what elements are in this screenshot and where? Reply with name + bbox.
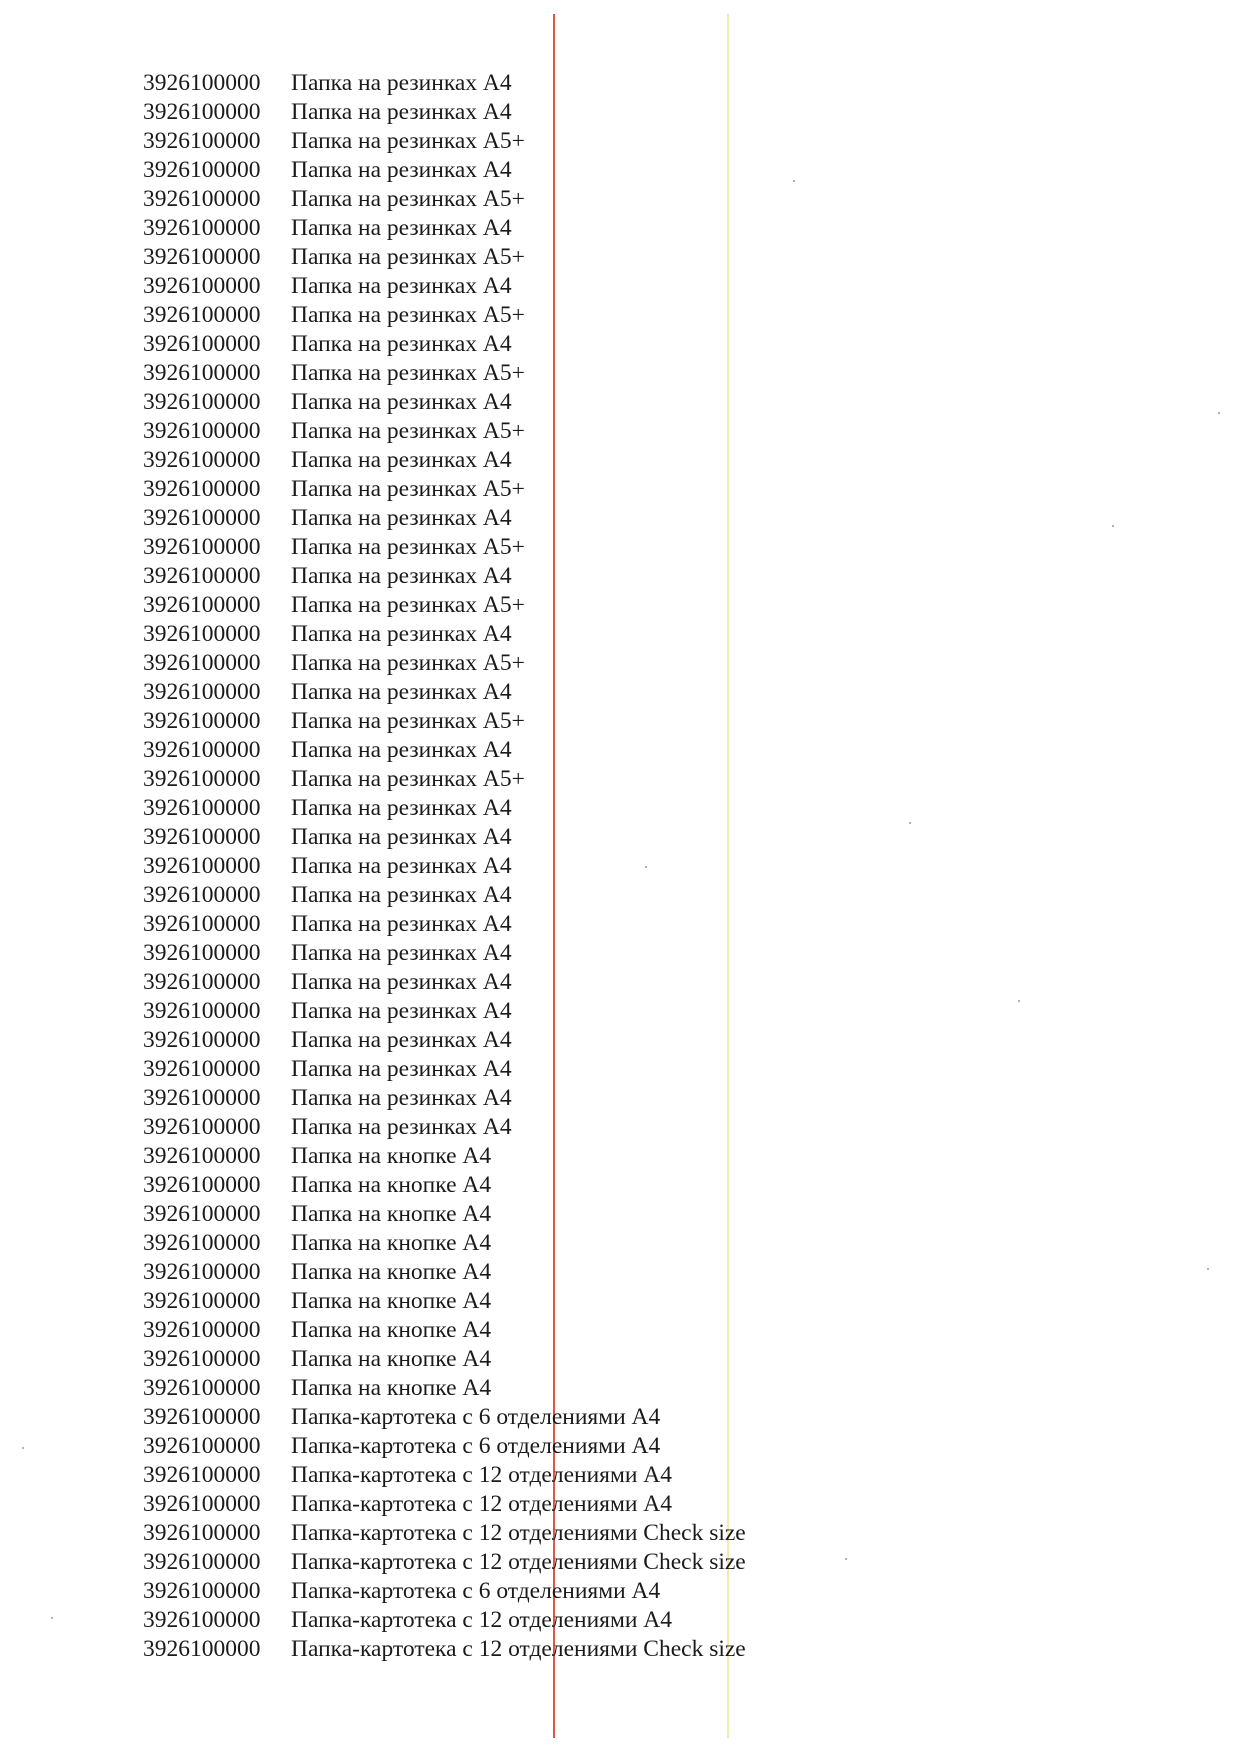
item-code: 3926100000	[143, 1288, 261, 1314]
item-description: Папка на резинках А4	[291, 273, 512, 299]
list-item	[143, 504, 746, 533]
item-description: Папка на кнопке А4	[291, 1375, 492, 1401]
list-item	[143, 1606, 746, 1635]
item-description: Папка-картотека с 6 отделениями А4	[291, 1578, 661, 1604]
item-description: Папка на резинках А4	[291, 389, 512, 415]
item-code: 3926100000	[143, 795, 261, 821]
item-code: 3926100000	[143, 1375, 261, 1401]
item-code: 3926100000	[143, 650, 261, 676]
item-code: 3926100000	[143, 969, 261, 995]
list-item	[143, 1142, 746, 1171]
list-item	[143, 1548, 746, 1577]
list-item	[143, 852, 746, 881]
item-description: Папка на резинках А4	[291, 447, 512, 473]
item-code: 3926100000	[143, 1636, 261, 1662]
item-description: Папка на кнопке А4	[291, 1288, 492, 1314]
item-code: 3926100000	[143, 476, 261, 502]
list-item	[143, 649, 746, 678]
list-item	[143, 1055, 746, 1084]
item-description: Папка на резинках А5+	[291, 708, 525, 734]
item-description: Папка на резинках А4	[291, 157, 512, 183]
item-description: Папка на кнопке А4	[291, 1230, 492, 1256]
item-code: 3926100000	[143, 99, 261, 125]
item-code: 3926100000	[143, 621, 261, 647]
item-code: 3926100000	[143, 1114, 261, 1140]
item-code: 3926100000	[143, 1607, 261, 1633]
item-code: 3926100000	[143, 215, 261, 241]
item-code: 3926100000	[143, 1549, 261, 1575]
item-code: 3926100000	[143, 302, 261, 328]
list-item	[143, 1461, 746, 1490]
item-code: 3926100000	[143, 244, 261, 270]
item-code: 3926100000	[143, 1578, 261, 1604]
list-item	[143, 359, 746, 388]
list-item	[143, 214, 746, 243]
list-item	[143, 1229, 746, 1258]
list-item	[143, 301, 746, 330]
item-description: Папка на резинках А5+	[291, 766, 525, 792]
item-code: 3926100000	[143, 1143, 261, 1169]
item-description: Папка на кнопке А4	[291, 1346, 492, 1372]
item-description: Папка на резинках А4	[291, 99, 512, 125]
item-code: 3926100000	[143, 1433, 261, 1459]
item-description: Папка-картотека с 6 отделениями А4	[291, 1433, 661, 1459]
item-description: Папка на резинках А4	[291, 824, 512, 850]
item-code: 3926100000	[143, 940, 261, 966]
item-description: Папка на резинках А4	[291, 1114, 512, 1140]
scan-speck	[1112, 525, 1114, 527]
item-code: 3926100000	[143, 186, 261, 212]
item-code: 3926100000	[143, 418, 261, 444]
list-item	[143, 1403, 746, 1432]
item-description: Папка на резинках А4	[291, 795, 512, 821]
list-item	[143, 1113, 746, 1142]
item-code: 3926100000	[143, 1056, 261, 1082]
item-description: Папка на резинках А4	[291, 940, 512, 966]
scan-speck	[793, 180, 795, 182]
item-description: Папка на кнопке А4	[291, 1201, 492, 1227]
item-description: Папка на резинках А5+	[291, 650, 525, 676]
list-item	[143, 156, 746, 185]
item-description: Папка на резинках А4	[291, 331, 512, 357]
item-code: 3926100000	[143, 1491, 261, 1517]
item-description: Папка на резинках А4	[291, 1027, 512, 1053]
scan-speck	[1207, 1268, 1209, 1270]
list-item	[143, 243, 746, 272]
item-description: Папка на резинках А4	[291, 505, 512, 531]
item-description: Папка на резинках А5+	[291, 476, 525, 502]
item-code: 3926100000	[143, 447, 261, 473]
item-code: 3926100000	[143, 70, 261, 96]
list-item	[143, 388, 746, 417]
item-description: Папка на резинках А5+	[291, 302, 525, 328]
scan-speck	[845, 1558, 847, 1560]
scan-speck	[909, 822, 911, 824]
item-description: Папка-картотека с 12 отделениями Check size	[291, 1549, 746, 1575]
item-description: Папка-картотека с 12 отделениями А4	[291, 1607, 673, 1633]
item-description: Папка на резинках А4	[291, 882, 512, 908]
item-description: Папка на кнопке А4	[291, 1172, 492, 1198]
item-description: Папка на кнопке А4	[291, 1317, 492, 1343]
item-description: Папка на кнопке А4	[291, 1143, 492, 1169]
scan-speck	[22, 1447, 24, 1449]
item-code: 3926100000	[143, 824, 261, 850]
list-item	[143, 707, 746, 736]
scan-speck	[51, 1617, 53, 1619]
item-code: 3926100000	[143, 1317, 261, 1343]
list-item	[143, 1635, 746, 1664]
item-code: 3926100000	[143, 1462, 261, 1488]
item-description: Папка на резинках А5+	[291, 128, 525, 154]
item-code: 3926100000	[143, 534, 261, 560]
item-code: 3926100000	[143, 563, 261, 589]
item-code: 3926100000	[143, 592, 261, 618]
item-code: 3926100000	[143, 1520, 261, 1546]
item-code: 3926100000	[143, 1085, 261, 1111]
item-description: Папка на кнопке А4	[291, 1259, 492, 1285]
item-description: Папка-картотека с 12 отделениями Check size	[291, 1636, 746, 1662]
item-description: Папка на резинках А4	[291, 998, 512, 1024]
item-description: Папка-картотека с 12 отделениями А4	[291, 1491, 673, 1517]
list-item	[143, 1026, 746, 1055]
item-description: Папка на резинках А5+	[291, 418, 525, 444]
list-item	[143, 620, 746, 649]
item-code: 3926100000	[143, 853, 261, 879]
list-item	[143, 1519, 746, 1548]
item-code: 3926100000	[143, 273, 261, 299]
list-item	[143, 127, 746, 156]
item-description: Папка на резинках А5+	[291, 534, 525, 560]
item-code: 3926100000	[143, 1346, 261, 1372]
item-list	[143, 69, 746, 1664]
item-description: Папка на резинках А4	[291, 215, 512, 241]
item-description: Папка на резинках А5+	[291, 360, 525, 386]
list-item	[143, 1490, 746, 1519]
list-item	[143, 736, 746, 765]
item-description: Папка на резинках А5+	[291, 186, 525, 212]
list-item	[143, 185, 746, 214]
list-item	[143, 765, 746, 794]
list-item	[143, 1374, 746, 1403]
list-item	[143, 272, 746, 301]
list-item	[143, 1577, 746, 1606]
item-description: Папка на резинках А4	[291, 1085, 512, 1111]
item-code: 3926100000	[143, 1259, 261, 1285]
item-code: 3926100000	[143, 331, 261, 357]
item-description: Папка на резинках А4	[291, 911, 512, 937]
list-item	[143, 997, 746, 1026]
item-code: 3926100000	[143, 1230, 261, 1256]
list-item	[143, 1084, 746, 1113]
item-description: Папка-картотека с 6 отделениями А4	[291, 1404, 661, 1430]
item-code: 3926100000	[143, 998, 261, 1024]
list-item	[143, 678, 746, 707]
item-code: 3926100000	[143, 1404, 261, 1430]
item-code: 3926100000	[143, 911, 261, 937]
list-item	[143, 794, 746, 823]
list-item	[143, 1171, 746, 1200]
item-code: 3926100000	[143, 128, 261, 154]
item-description: Папка на резинках А4	[291, 1056, 512, 1082]
item-description: Папка на резинках А4	[291, 737, 512, 763]
list-item	[143, 562, 746, 591]
item-code: 3926100000	[143, 737, 261, 763]
item-code: 3926100000	[143, 708, 261, 734]
list-item	[143, 98, 746, 127]
list-item	[143, 1345, 746, 1374]
list-item	[143, 939, 746, 968]
list-item	[143, 69, 746, 98]
item-description: Папка на резинках А4	[291, 679, 512, 705]
list-item	[143, 1258, 746, 1287]
scan-speck	[1218, 412, 1220, 414]
item-description: Папка-картотека с 12 отделениями Check size	[291, 1520, 746, 1546]
list-item	[143, 881, 746, 910]
item-code: 3926100000	[143, 766, 261, 792]
item-code: 3926100000	[143, 389, 261, 415]
list-item	[143, 533, 746, 562]
list-item	[143, 1287, 746, 1316]
item-description: Папка на резинках А4	[291, 621, 512, 647]
list-item	[143, 475, 746, 504]
list-item	[143, 968, 746, 997]
item-code: 3926100000	[143, 882, 261, 908]
item-code: 3926100000	[143, 157, 261, 183]
item-description: Папка-картотека с 12 отделениями А4	[291, 1462, 673, 1488]
list-item	[143, 1316, 746, 1345]
list-item	[143, 330, 746, 359]
list-item	[143, 417, 746, 446]
list-item	[143, 446, 746, 475]
item-code: 3926100000	[143, 1172, 261, 1198]
item-code: 3926100000	[143, 505, 261, 531]
item-code: 3926100000	[143, 679, 261, 705]
item-description: Папка на резинках А5+	[291, 592, 525, 618]
item-description: Папка на резинках А4	[291, 969, 512, 995]
item-description: Папка на резинках А4	[291, 853, 512, 879]
item-description: Папка на резинках А4	[291, 70, 512, 96]
item-code: 3926100000	[143, 360, 261, 386]
item-description: Папка на резинках А4	[291, 563, 512, 589]
list-item	[143, 1200, 746, 1229]
item-code: 3926100000	[143, 1201, 261, 1227]
item-description: Папка на резинках А5+	[291, 244, 525, 270]
list-item	[143, 591, 746, 620]
list-item	[143, 1432, 746, 1461]
scan-speck	[1018, 1000, 1020, 1002]
list-item	[143, 910, 746, 939]
list-item	[143, 823, 746, 852]
item-code: 3926100000	[143, 1027, 261, 1053]
